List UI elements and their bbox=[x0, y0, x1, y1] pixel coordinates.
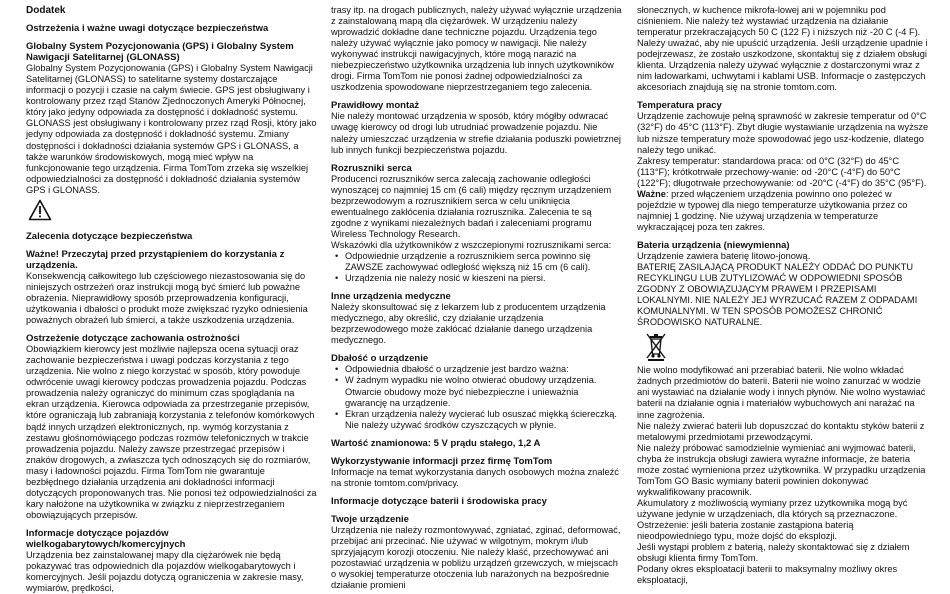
medical-devices-paragraph: Należy skonsultować się z lekarzem lub z producentem urządzenia medycznego, aby określić, czy działanie urządzenia bezprzewodowego może zakłócać działanie danego urządzenia medycznego. bbox=[331, 302, 606, 346]
battery-paragraph-6: Jeśli wystąpi problem z baterią, należy skontaktować się z działem obsługi klienta firmy TomTom. bbox=[637, 542, 910, 564]
info-usage-heading: Wykorzystywanie informacji przez firmę TomTom bbox=[331, 455, 553, 467]
list-item: • Ekran urządzenia należy wycierać lub osuszać miękką ściereczką. Nie należy używać środków czyszczących w płynie. bbox=[331, 409, 623, 431]
appendix-title: Dodatek bbox=[26, 5, 66, 16]
operating-temperature-paragraph: Urządzenie zachowuje pełną sprawność w zakresie temperatur od 0°C (32°F) do 45°C (113°F). Zbyt długie wystawianie urządzenia na wyższe lub niższe temperatury może spowodować jego usz-kodzenie, dlatego należy tego unikać. bbox=[637, 111, 929, 155]
temperature-ranges: Zakresy temperatur: standardowa praca: od 0°C (32°F) do 45°C (113°F); krótkotrwałe przechowy-wanie: od -20°C (-4°F) do 50°C (122°F); długotrwałe przechowywanie: od -20°C (-4°F) do 35°C (95°F). bbox=[637, 155, 927, 188]
pacemakers-paragraph: Producenci rozruszników serca zalecają zachowanie odległości wynoszącej co najmniej 15 cm (6 cali) między ręcznym urządzeniem bezprzewodowym a rozrusznikiem serca w celu uniknięcia ewentualnego zakłócenia działania rozrusznika. Zalecenia te są zgodne z wynikami niezależnych badań i zaleceniami programu Wireless Technology Research. bbox=[331, 173, 612, 239]
medical-devices-heading: Inne urządzenia medyczne bbox=[331, 291, 451, 303]
battery-paragraph-4: Akumulatory z możliwością wymiany przez użytkownika mogą być używane jedynie w urządzeniach, dla których są przeznaczone. bbox=[637, 497, 908, 519]
important-label: Ważne bbox=[637, 188, 666, 199]
device-care-heading: Dbałość o urządzenie bbox=[331, 353, 429, 365]
list-item: • Odpowiednia dbałość o urządzenie jest bardzo ważna: bbox=[331, 364, 623, 375]
trucks-heading: Informacje dotyczące pojazdów wielkogabarytowych/komercyjnych bbox=[26, 527, 186, 550]
battery-environment-heading: Informacje dotyczące baterii i środowiska pracy bbox=[331, 495, 547, 507]
battery-paragraph-7: Podany okres eksploatacji baterii to maksymalny możliwy okres eksploatacji, bbox=[637, 564, 898, 586]
device-drop-paragraph: Należy uważać, aby nie upuścić urządzenia. Jeśli urządzenie upadnie i podejrzewasz, że zostało uszkodzone, skontaktuj się z działem obsługi klienta. Urządzenia należy używać wyłącznie z dostarczonymi wraz z nim ładowarkami, uchwytami i kablami USB. Informacje o zastępczych akcesoriach znajdują się na stronie tomtom.com. bbox=[637, 38, 928, 93]
column-1 bbox=[26, 5, 318, 594]
device-care-list bbox=[331, 364, 623, 430]
gps-heading: Globalny System Pozycjonowania (GPS) i Globalny System Nawigacji Satelitarnej (GLONASS) bbox=[26, 41, 294, 64]
battery-heading: Bateria urządzenia (niewymienna) bbox=[637, 239, 790, 251]
battery-paragraph-1: Nie wolno modyfikować ani przerabiać baterii. Nie wolno wkładać żadnych przedmiotów do baterii. Baterii nie wolno zanurzać w wodzie ani wystawiać na działanie wody i innych płynów. Nie wolno wystawiać baterii na działanie ognia i materiałów wybuchowych ani narażać na inne zagrożenia. bbox=[637, 365, 926, 420]
warning-triangle-icon bbox=[28, 199, 52, 221]
important-read-paragraph: Konsekwencją całkowitego lub częściowego niezastosowania się do niniejszych ostrzeżeń oraz instrukcji mogą być śmierć lub poważne obrażenia. Nieprawidłowy sposób przeprowadzenia konfiguracji, użytkowania i dbałości o produkt może zwiększać ryzyko odniesienia poważnych obrażeń lub śmierci, a także uszkodzenia urządzenia. bbox=[26, 270, 308, 326]
temperature-important bbox=[637, 189, 929, 233]
caution-paragraph: Obowiązkiem kierowcy jest możliwie najlepsza ocena sytuacji oraz zachowanie bezpieczeństwa i uwagi podczas korzystania z tego urządzenia. Nie wolno z niego korzystać w sposób, który powoduje odwrócenie uwagi kierowcy podczas prowadzenia pojazdu. Podczas prowadzenia należy ograniczyć do minimum czas spoglądania na ekran urządzenia. Kierowca odpowiada za przestrzeganie przepisów, które ograniczają lub zabraniają korzystania z telefonów komórkowych bądź innych urządzeń elektronicznych, np. wymóg korzystania z zestawu głośnomówiącego podczas rozmów telefonicznych w trakcie prowadzenia pojazdu. Należy zawsze przestrzegać przepisów i znaków drogowych, a zwłaszcza tych odnoszących się do rozmiarów, masy i ładowności pojazdu. Firma TomTom nie gwarantuje bezbłędnego działania urządzenia ani dokładności informacji dotyczących proponowanych tras. Nie ponosi też odpowiedzialności za kary nałożone na użytkownika w związku z nieprzestrzeganiem obowiązujących przepisów. bbox=[26, 344, 317, 520]
pacemakers-list bbox=[331, 251, 623, 284]
battery-paragraph-5: Ostrzeżenie: jeśli bateria zostanie zastąpiona baterią nieodpowiedniego typu, może dojść do eksplozji. bbox=[637, 519, 854, 542]
column-3 bbox=[637, 5, 929, 586]
safety-notices-heading: Zalecenia dotyczące bezpieczeństwa bbox=[26, 230, 193, 242]
info-usage-paragraph: Informacje na temat wykorzystania danych osobowych można znaleźć na stronie tomtom.com/privacy. bbox=[331, 466, 619, 488]
battery-intro: Urządzenie zawiera baterię litowo-jonową. bbox=[637, 250, 811, 261]
column-2 bbox=[331, 5, 623, 591]
safety-warnings-heading: Ostrzeżenia i ważne uwagi dotyczące bezpieczeństwa bbox=[26, 23, 269, 35]
your-device-paragraph-continued: słonecznych, w kuchence mikrofa-lowej ani w pojemniku pod ciśnieniem. Nie należy też wystawiać urządzenia na działanie temperatur przekraczających 50 C (122 F) i niższych niż -20 C (-4 F). bbox=[637, 5, 921, 38]
mounting-heading: Prawidłowy montaż bbox=[331, 100, 420, 112]
important-read-heading: Ważne! Przeczytaj przed przystąpieniem do korzystania z urządzenia. bbox=[26, 248, 285, 271]
operating-temperature-heading: Temperatura pracy bbox=[637, 100, 722, 112]
rating-line: Wartość znamionowa: 5 V prądu stałego, 1,2 A bbox=[331, 437, 541, 449]
battery-paragraph-2: Nie należy zwierać baterii lub dopuszczać do kontaktu styków baterii z metalowymi przedmiotami przewodzącymi. bbox=[637, 420, 925, 442]
battery-paragraph-3: Nie należy próbować samodzielnie wymieniać ani wyjmować baterii, chyba że instrukcja obsługi zawiera wyraźne informacje, że bateria może zostać wymieniona przez użytkownika. W przypadku urządzenia TomTom GO Basic wymiany baterii powinien dokonywać wykwalifikowany pracownik. bbox=[637, 442, 926, 497]
caution-heading: Ostrzeżenie dotyczące zachowania ostrożności bbox=[26, 333, 240, 345]
mounting-paragraph: Nie należy montować urządzenia w sposób, który mógłby odwracać uwagę kierowcy od drogi lub utrudniać prowadzenie pojazdu. Nie należy umieszczać urządzenia w strefie działania poduszki powietrznej lub innych funkcji bezpieczeństwa pojazdu. bbox=[331, 111, 621, 155]
trucks-paragraph-continued: trasy itp. na drogach publicznych, należy używać wyłącznie urządzenia z zainstalowaną mapą dla ciężarówek. W urządzeniu należy wprowadzić dokładne dane techniczne pojazdu. Urządzenia tego należy używać wyłącznie jako pomocy w nawigacji. Nie należy wykonywać instrukcji nawigacyjnych, które mogą narazić na niebezpieczeństwo użytkownika urządzenia lub innych użytkowników drogi. Firma TomTom nie ponosi żadnej odpowiedzialności za uszkodzenia spowodowane nieprzestrzeganiem tego zalecenia. bbox=[331, 5, 622, 93]
important-text: : przed włączeniem urządzenia powinno ono poleżeć w pojeździe w typowej dla niego temperaturze użytkowania przez co najmniej 1 godzinę. Nie używaj urządzenia w temperaturze wykraczającej poza ten zakres. bbox=[637, 188, 908, 232]
your-device-heading: Twoje urządzenie bbox=[331, 513, 409, 525]
list-item: • W żadnym wypadku nie wolno otwierać obudowy urządzenia. Otwarcie obudowy może być niebezpieczne i unieważnia gwarancję na urządzenie. bbox=[331, 375, 623, 408]
crossed-out-wheelie-bin-icon bbox=[645, 331, 667, 361]
pacemakers-intro: Wskazówki dla użytkowników z wszczepionymi rozrusznikami serca: bbox=[331, 239, 612, 250]
gps-paragraph: Globalny System Pozycjonowania (GPS) i Globalny System Nawigacji Satelitarnej (GLONASS) to satelitarne systemy dostarczające informacji o pozycji i czasie na całym świecie. GPS jest obsługiwany i kontrolowany przez rząd Stanów Zjednoczonych Ameryki Północnej, który jako jedyny odpowiada za dostępność i dokładność systemu. GLONASS jest obsługiwany i kontrolowany przez rząd Rosji, który jako jedyny odpowiada za dostępność i dokładność systemu. Zmiany dostępności i dokładności działania systemów GPS i GLONASS, a także warunków środowiskowych, mogą mieć wpływ na funkcjonowanie tego urządzenia. Firma TomTom zrzeka się wszelkiej odpowiedzialności za dostępność i dokładność działania systemów GPS i GLONASS. bbox=[26, 63, 317, 195]
battery-recycling-notice: BATERIĘ ZASILAJĄCĄ PRODUKT NALEŻY ODDAĆ DO PUNKTU RECYKLINGU LUB ZUTYLIZOWAĆ W ODPOWIEDNI SPOSÓB ZGODNY Z OBOWIĄZUJĄCYM PRAWEM I PRZEPISAMI LOKALNYMI. NIE NALEŻY JEJ WYRZUCAĆ RAZEM Z ODPADAMI KOMUNALNYMI. W TEN SPOSÓB POMOŻESZ CHRONIĆ ŚRODOWISKO NATURALNE. bbox=[637, 262, 918, 328]
list-item: • Urządzenia nie należy nosić w kieszeni na piersi. bbox=[331, 273, 623, 284]
list-item: • Odpowiednie urządzenie a rozrusznikiem serca powinno się ZAWSZE zachowywać odległość większą niż 15 cm (6 cali). bbox=[331, 251, 623, 273]
pacemakers-heading: Rozruszniki serca bbox=[331, 162, 412, 174]
trucks-paragraph: Urządzenia bez zainstalowanej mapy dla ciężarówek nie będą pokazywać tras odpowiednich dla pojazdów wielkogabarytowych i komercyjnych. Jeśli pojazdu dotyczą ograniczenia w zakresie masy, wymiarów, prędkości, bbox=[26, 550, 304, 594]
your-device-paragraph: Urządzenia nie należy rozmontowywać, zgniatać, zginać, deformować, przebijać ani przecinać. Nie używać w wilgotnym, mokrym i/lub sprzyjającym korozji otoczeniu. Nie należy kłaść, przechowywać ani pozostawiać urządzenia w pobliżu urządzeń grzewczych, w miejscach o wysokiej temperaturze otoczenia lub narażonych na bezpośrednie działanie promieni bbox=[331, 524, 621, 591]
